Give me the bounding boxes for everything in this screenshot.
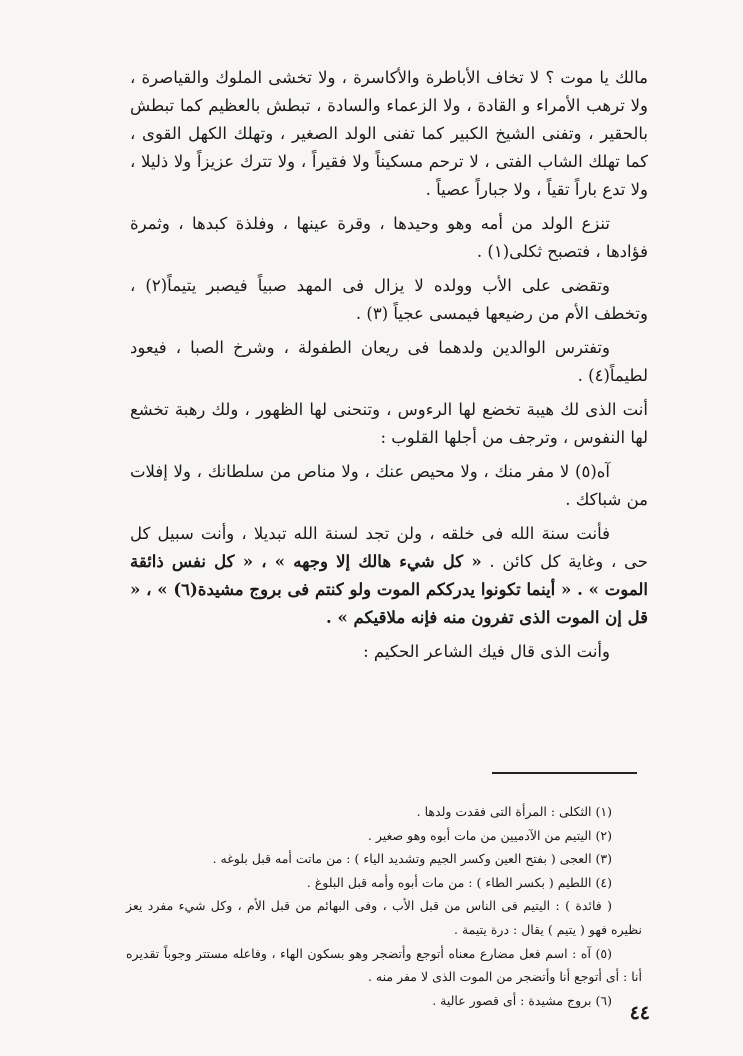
paragraph-6: آه(٥) لا مفر منك ، ولا محيص عنك ، ولا مناص من سلطانك ، ولا إفلات من شباكك . <box>130 462 648 509</box>
paragraph-4: وتفترس الوالدين ولدهما فى ريعان الطفولة ، وشرخ الصبا ، فيعود لطيماً(٤) . <box>130 338 648 385</box>
footnote-5: (٥) آه : اسم فعل مضارع معناه أتوجع وأتضجر وهو بسكون الهاء ، وفاعله مستتر وجوباً تقديره أنا : أى أتوجع أنا وأتضجر من الموت الذى لا مفر منه . <box>126 945 642 985</box>
paragraph-5: أنت الذى لك هيبة تخضع لها الرءوس ، وتنحنى لها الظهور ، ولك رهبة تخشع لها النفوس ، وترجف من أجلها القلوب : <box>130 400 648 447</box>
footnote-6: (٦) بروج مشيدة : أى قصور عالية . <box>432 992 612 1008</box>
main-text <box>130 64 648 672</box>
paragraph-3: وتقضى على الأب وولده لا يزال فى المهد صبياً فيصبر يتيماً(٢) ، وتخطف الأم من رضيعها فيمسى عجياً (٣) . <box>130 276 648 323</box>
footnote-3: (٣) العجى ( بفتح العين وكسر الجيم وتشديد الياء ) : من ماتت أمه قبل بلوغه . <box>212 851 612 867</box>
footnote-2: (٢) اليتيم من الآدميين من مات أبوه وهو صغير . <box>367 827 612 843</box>
footnote-4: (٤) اللطيم ( بكسر الطاء ) : من مات أبوه وأمه قبل البلوغ . <box>306 874 612 890</box>
paragraph-1: مالك يا موت ؟ لا تخاف الأباطرة والأكاسرة ، ولا تخشى الملوك والقياصرة ، ولا ترهب الأمراء و القادة ، ولا الزعماء والسادة ، تبطش بالعظيم كما تبطش بالحقير ، وتفنى الشيخ الكبير كما تفنى الولد الصغير ، وتهلك الكهل القوى ، كما تهلك الشاب الفتى ، لا ترحم مسكيناً ولا فقيراً ، ولا تترك عزيزاً ولا ذليلا ، ولا تدع باراً تقياً ، ولا جباراً عصياً . <box>130 68 648 199</box>
footnote-note: ( فائدة ) : اليتيم فى الناس من قبل الأب ، وفى البهائم من قبل الأم ، وكل شيء مفرد يعز نظيره فهو ( يتيم ) يقال : درة يتيمة . <box>126 898 642 937</box>
quran-quotes: « كل شيء هالك إلا وجهه » ، « كل نفس ذائقة الموت » . « أينما تكونوا يدرككم الموت ولو كنتم فى بروج مشيدة(٦) » ، « قل إن الموت الذى تفرون منه فإنه ملاقيكم » . <box>130 552 648 627</box>
paragraph-7-text: فأنت سنة الله فى خلقه ، ولن تجد لسنة الله تبديلا ، وأنت سبيل كل حى ، وغاية كل كائن . <box>130 524 648 571</box>
footnote-divider <box>492 772 637 774</box>
footnote-1: (١) الثكلى : المرأة التى فقدت ولدها . <box>416 804 612 819</box>
paragraph-7 <box>130 520 648 632</box>
footnotes <box>126 800 642 1012</box>
paragraph-2: تنزع الولد من أمه وهو وحيدها ، وقرة عينها ، وفلذة كبدها ، وثمرة فؤادها ، فتصبح ثكلى(١) . <box>130 214 648 261</box>
page-number: ٤٤ <box>629 1002 650 1024</box>
paragraph-8: وأنت الذى قال فيك الشاعر الحكيم : <box>363 642 610 661</box>
